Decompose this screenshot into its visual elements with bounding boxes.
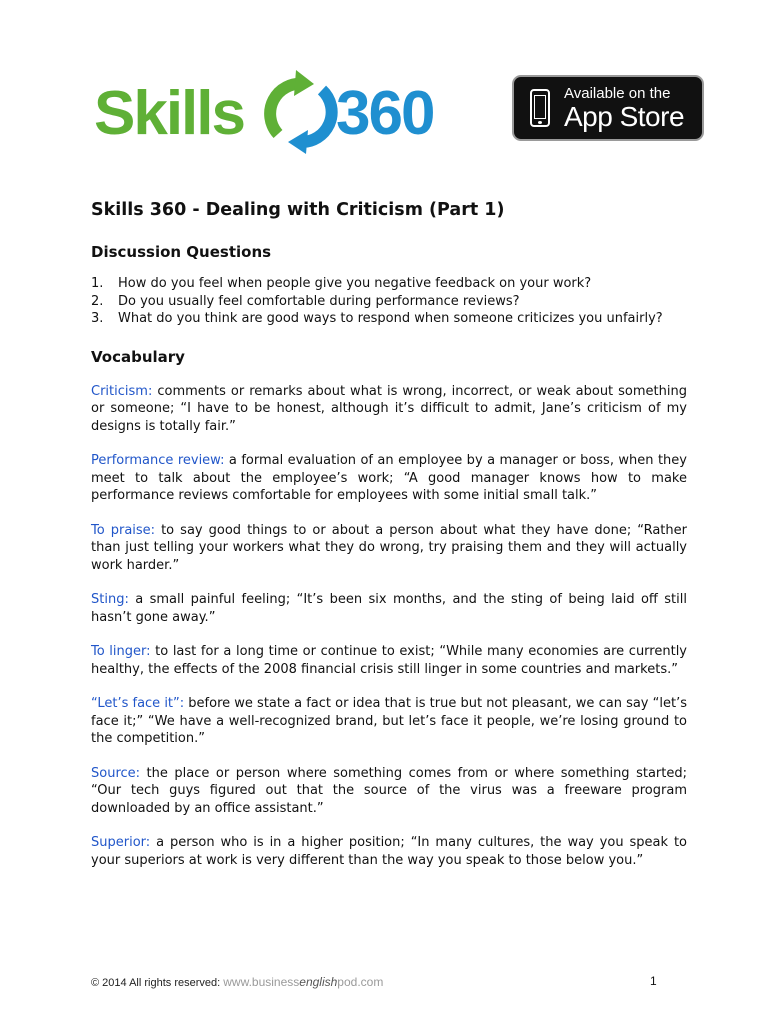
app-store-big-text: App Store <box>564 100 685 132</box>
vocab-entry <box>91 591 687 626</box>
question-text: How do you feel when people give you negative feedback on your work? <box>118 276 592 291</box>
question-text: What do you think are good ways to respond when someone criticizes you unfairly? <box>118 311 663 326</box>
vocab-term: Superior: <box>91 835 151 850</box>
vocab-entry <box>91 765 687 818</box>
app-store-badge[interactable] <box>512 75 704 141</box>
copyright-text: © 2014 All rights reserved: <box>91 977 224 989</box>
vocab-entry <box>91 643 687 678</box>
site-bold: english <box>299 975 338 989</box>
vocabulary-heading: Vocabulary <box>91 347 185 366</box>
site-prefix: www.business <box>223 975 300 989</box>
vocab-term: Source: <box>91 765 141 781</box>
vocab-entry <box>91 834 687 869</box>
vocab-definition: a small painful feeling; “It’s been six months, and the sting of being laid off still hasn’t gone away.” <box>91 592 687 625</box>
vocab-entry <box>91 695 687 748</box>
logo-skills-text: Skills <box>94 79 244 148</box>
discussion-questions-list <box>91 275 687 328</box>
vocab-term: Criticism: <box>91 383 153 399</box>
iphone-icon <box>530 89 550 127</box>
vocab-definition: the place or person where something comes from or where something started; “Our tech guys figured out that the source of the virus was a freeware program downloaded by an office assistant.” <box>91 765 687 816</box>
question-number: 2. <box>91 293 104 309</box>
question-item <box>91 293 687 311</box>
refresh-arrows-icon <box>270 70 332 154</box>
vocab-definition: comments or remarks about what is wrong, incorrect, or weak about something or someone; “I have to be honest, although it’s difficult to admit, Jane’s criticism of my designs is totally fair.” <box>91 383 687 434</box>
page-number: 1 <box>650 974 657 988</box>
website-link[interactable] <box>223 975 383 989</box>
logo-360-text: 360 <box>336 79 434 148</box>
vocab-definition: to say good things to or about a person about what they have done; “Rather than just telling your workers what they do wrong, try praising them and they will actually work harder.” <box>91 522 687 573</box>
site-suffix: pod.com <box>337 975 384 989</box>
question-item <box>91 275 687 293</box>
vocab-entry <box>91 522 687 575</box>
question-item <box>91 310 687 328</box>
skills360-logo <box>92 62 452 162</box>
vocab-definition: a formal evaluation of an employee by a manager or boss, when they meet to talk about the employee’s work; “A good manager knows how to make performance reviews comfortable for employees with some initial small talk.” <box>91 453 687 503</box>
question-number: 1. <box>91 276 104 291</box>
vocab-term: Performance review: <box>91 453 225 468</box>
vocabulary-list <box>91 383 687 870</box>
vocab-definition: a person who is in a higher position; “In many cultures, the way you speak to your superiors at work is very different than the way you speak to those below you.” <box>91 835 687 868</box>
page-title: Skills 360 - Dealing with Criticism (Part 1) <box>91 200 505 220</box>
vocab-term: Sting: <box>91 592 129 607</box>
vocab-definition: to last for a long time or continue to exist; “While many economies are currently healthy, the effects of the 2008 financial crisis still linger in some countries and markets.” <box>91 644 687 677</box>
vocab-definition: before we state a fact or idea that is true but not pleasant, we can say “let’s face it;” “We have a well-recognized brand, but let’s face it people, we’re losing ground to the competition.” <box>91 696 687 746</box>
vocab-term: To praise: <box>91 522 156 538</box>
vocab-entry <box>91 452 687 505</box>
app-store-small-text: Available on the <box>564 84 671 102</box>
discussion-heading: Discussion Questions <box>91 243 272 261</box>
vocab-term: “Let’s face it”: <box>91 696 185 711</box>
vocab-entry <box>91 383 687 436</box>
question-text: Do you usually feel comfortable during performance reviews? <box>118 293 520 309</box>
footer <box>91 975 383 989</box>
document-body <box>91 200 687 886</box>
vocab-term: To linger: <box>91 644 151 659</box>
question-number: 3. <box>91 311 104 326</box>
